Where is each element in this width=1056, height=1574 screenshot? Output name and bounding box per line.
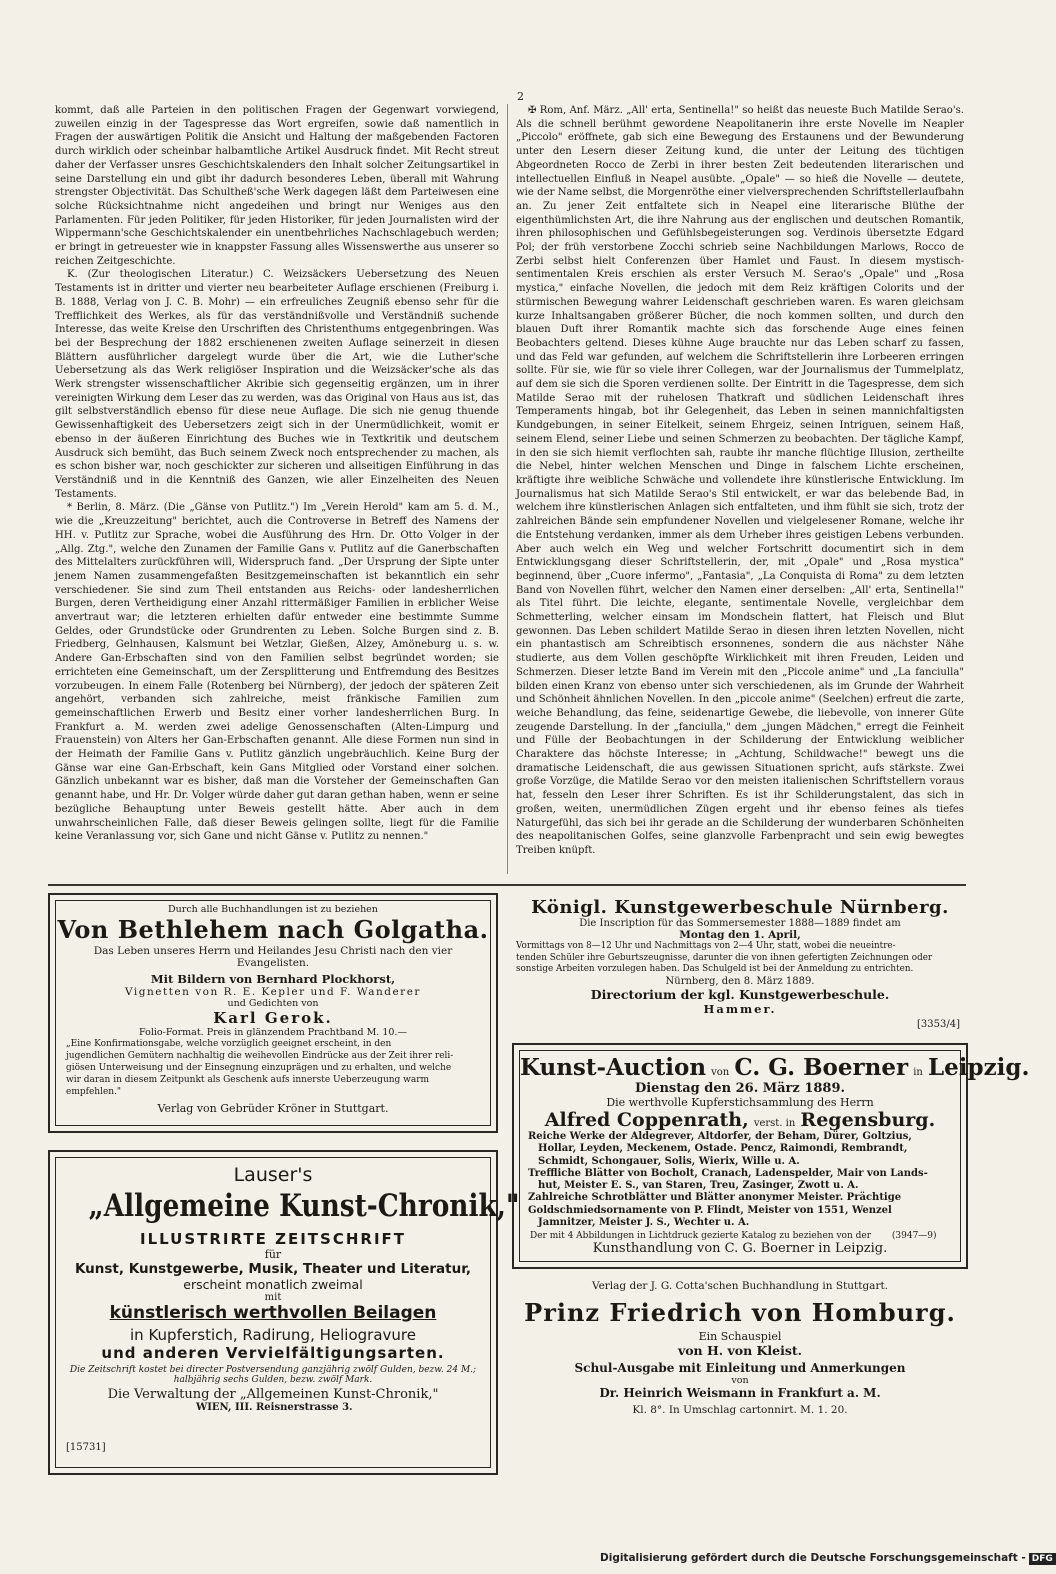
ad-title: „Allgemeine Kunst-Chronik," [88, 1188, 520, 1224]
ad-body [512, 941, 968, 976]
ad-von: von [731, 1375, 749, 1386]
ad-subtitle: ILLUSTRIRTE ZEITSCHRIFT [140, 1230, 406, 1248]
article-geschichtskalender: kommt, daß alle Parteien in den politischen Fragen der Gegenwart vorwiegend, zuweilen einzig in der Tagespresse das Wort ergreifen, sowie daß namentlich in Fragen der auswärtigen Politik die Ansicht und Haltung der maßgebenden Factoren durch wirklich oder scheinbar halbamtliche Artikel Ausdruck findet. Mit Recht streut daher der Verfasser unsres Geschichtskalenders den Inhalt solcher Zeitungsartikel in seine Darstellung ein und gibt ihr dadurch besonderes Leben, überall mit Wahrung strengster Objectivität. Das Schultheß'sche Werk dagegen läßt dem Parteiwesen eine solche Rücksichtnahme nicht angedeihen und bringt nur Weniges aus den Parlamenten. Für jeden Politiker, für jeden Historiker, für jeden Journalisten wird der Wippermann'sche Geschichtskalender ein unentbehrliches Nachschlagebuch werden; er bringt in getreuester wie in knappster Fassung alles Wissenswerthe aus unserer so reichen Zeitgeschichte. [55, 105, 499, 267]
ad-bethlehem-golgatha [48, 893, 498, 1133]
ad-reference: [15731] [66, 1442, 106, 1453]
ad-desc-line: jugendlichen Gemütern nachhaltig die weihevollen Eindrücke aus der Zeit ihrer reli- [66, 1051, 454, 1061]
ad-title-part: in [913, 1067, 923, 1078]
article-theologische-literatur: K. (Zur theologischen Literatur.) C. Weizsäckers Uebersetzung des Neuen Testaments ist in dritter und vierter neu bearbeiteter Auflage erschienen (Freiburg i. B. 1888, Verlag von J. C. B. Mohr) — ein erfreuliches Zeugniß ebenso sehr für die Trefflichkeit des Werkes, als für das verständnißvolle und Verständniß suchende Interesse, das weite Kreise den Urschriften des Christenthums entgegenbringen. Was bei der Besprechung der 1882 erschienenen zweiten Auflage seinerzeit in diesen Blättern ausführlicher dargelegt wurde über die Art, wie die Luther'sche Uebersetzung als das Werk religiöser Inspiration und die Weizsäcker'sche als das Werk strengster wissenschaftlicher Akribie sich gegenseitig ergänzen, um in ihrer vereinigten Wirkung dem Leser das zu werden, was das Original von Haus aus ist, das gilt selbstverständlich ebenso für diese neue Auflage. Die sich nie genug thuende Gewissenhaftigkeit des Uebersetzers zeigt sich in der Unermüdlichkeit, womit er ebenso in der äußeren Einrichtung des Buches wie in Textkritik und deutschem Ausdruck sich bemüht, das Buch seinem Zweck noch entsprechender zu machen, als es schon bisher war, noch geschickter zur sicheren und allseitigen Einführung in das Verständniß und in die Kenntniß des Ganzen, wie aller Einzelheiten des Neuen Testaments. [55, 269, 499, 500]
ad-works [520, 1131, 960, 1229]
ad-kunst-auction [512, 1043, 1030, 1269]
ad-editor: Dr. Heinrich Weismann in Frankfurt a. M. [599, 1386, 881, 1400]
ad-desc-line: empfehlen." [66, 1087, 122, 1097]
ad-vignettes: Vignetten von R. E. Kepler und F. Wanderer [125, 986, 421, 998]
ad-name: Lauser's [233, 1164, 313, 1186]
ad-techniques-1: in Kupferstich, Radirung, Heliogravure [130, 1326, 416, 1344]
ad-line: tenden Schüler ihre Geburtszeugnisse, darunter die von ihnen gefertigten Zeichnungen oder [516, 952, 933, 963]
ad-price-1: Die Zeitschrift kostet bei directer Postversendung ganzjährig zwölf Gulden, bezw. 24 M.; [69, 1365, 477, 1375]
footer-text: Digitalisierung gefördert durch die Deutsche Forschungsgemeinschaft - [600, 1552, 1026, 1564]
ad-line: Hollar, Leyden, Meckenem, Ostade. Pencz, Raimondi, Rembrandt, [538, 1143, 908, 1155]
page-number: 2 [517, 90, 524, 103]
ad-topics: Kunst, Kunstgewerbe, Musik, Theater und Literatur, [74, 1261, 472, 1277]
ad-edition: Schul-Ausgabe mit Einleitung und Anmerkungen [574, 1361, 906, 1375]
ad-verst: verst. in [753, 1118, 796, 1129]
ad-date: Dienstag den 26. März 1889. [634, 1081, 846, 1096]
ad-title-part: Kunst-Auction [520, 1054, 707, 1081]
ad-publisher: Verlag der J. G. Cotta'schen Buchhandlung in Stuttgart. [591, 1280, 889, 1292]
ad-reference: (3947—9) [891, 1231, 937, 1242]
ad-subtitle-line2: Evangelisten. [236, 957, 310, 969]
ad-fuer: für [264, 1248, 282, 1261]
ad-title: Prinz Friedrich von Homburg. [524, 1298, 956, 1327]
ad-techniques-2: und anderen Vervielfältigungsarten. [101, 1344, 445, 1362]
ad-name: Hammer. [703, 1001, 777, 1016]
ad-inner-border [55, 900, 491, 1126]
ad-price: Kl. 8°. In Umschlag cartonnirt. M. 1. 20. [632, 1404, 848, 1416]
ad-address: WIEN, III. Reisnerstrasse 3. [196, 1402, 353, 1413]
ad-description [56, 1038, 490, 1098]
article-gaense-von-putlitz: * Berlin, 8. März. (Die „Gänse von Putlitz.") Im „Verein Herold" kam am 5. d. M., wie die „Kreuzzeitung" berichtet, auch die Controverse in Betreff des Namens der HH. v. Putlitz zur Sprache, wobei die Ausführung des Hrn. Dr. Otto Volger in der „Allg. Ztg.", welche den Zunamen der Familie Gans v. Putlitz auf die Ganerbschaften des Mittelalters zurückführen will, Widerspruch fand. „Der Ursprung der Sipte unter jenem Namen zusammengefaßten Besitzgemeinschaften ist bekanntlich ein sehr verschiedener. Sie sind zum Theil entstanden aus Reichs- oder landesherrlichen Burgen, deren Vertheidigung einer Anzahl rittermäßiger Familien in erblicher Weise anvertraut war; die letzteren erhielten dafür entweder eine bestimmte Summe Geldes, oder Grundstücke oder Grundrenten zu Leben. Solche Burgen sind z. B. Friedberg, Gelnhausen, Kalsmunt bei Wetzlar, Gießen, Alzey, Amöneburg u. s. w. Andere Gan-Erbschaften sind von den Familien selbst begründet worden; sie errichteten eine Gemeinschaft, um der Zersplitterung und Entfremdung des Besitzes vorzubeugen. In einem Falle (Rotenberg bei Nürnberg), der jedoch der späteren Zeit angehört, verbanden sich zahlreiche, meist fränkische Familien zum gemeinschaftlichen Erwerb und Besitz einer vorher landesherrlichen Burg. In Frankfurt a. M. werden zwei adelige Genossenschaften (Alten-Limpurg und Frauenstein) von Alters her Gan-Erbschaften genannt. Alle diese Formen nun sind in der Heimath der Familie Gans v. Putlitz gänzlich ungebräuchlich. Keine Burg der Gänse war eine Gan-Erbschaft, kein Gans Mitglied oder Vorstand einer solchen. Gänzlich unbekannt war es bisher, daß man die Vorsteher der Gemeinschaften Gan genannt habe, und Hr. Dr. Volger würde daher gut daran gethan haben, wenn er seine bezügliche Behauptung unter Beweis gestellt hätte. Aber auch in dem unwahrscheinlichen Falle, daß dieser Beweis gelingen sollte, liegt für die Familie keine Veranlassung vor, sich Gane und nicht Gänse v. Putlitz zu nennen." [55, 502, 499, 843]
ad-catalog [520, 1231, 960, 1241]
ad-frequency: erscheint monatlich zweimal [183, 1277, 363, 1292]
ad-date: Montag den 1. April, [679, 929, 801, 941]
section-divider [48, 884, 966, 886]
ad-intro: Durch alle Buchhandlungen ist zu beziehen [168, 904, 378, 915]
ad-title [520, 1054, 1030, 1081]
left-column-text [55, 104, 499, 874]
ad-admin: Die Verwaltung der „Allgemeinen Kunst-Chronik," [107, 1387, 439, 1402]
ad-author: Karl Gerok. [213, 1009, 333, 1027]
ad-prinz-friedrich [512, 1276, 968, 1486]
ad-desc-line: giösen Unterweisung und der Einsegnung einzuprägen und zu erhalten, und welche [66, 1063, 452, 1073]
ad-line: Jamnitzer, Meister J. S., Wechter u. A. [538, 1217, 750, 1229]
ad-line: Zahlreiche Schrotblätter und Blätter anonymer Meister. Prächtige [528, 1192, 902, 1204]
ad-publisher: Verlag von Gebrüder Kröner in Stuttgart. [157, 1102, 389, 1115]
ad-desc-line: wir daran in diesem Zeitpunkt als Geschenk aufs innerste Ueberzeugung warm [66, 1075, 430, 1085]
ad-place-date: Nürnberg, den 8. März 1889. [665, 975, 815, 987]
ad-dealer: Kunsthandlung von C. G. Boerner in Leipzig. [592, 1241, 888, 1257]
ad-line: sonstige Arbeiten vorzulegen haben. Das Schulgeld ist bei der Anmeldung zu entrichten. [516, 964, 914, 974]
ad-mit: mit [264, 1292, 282, 1303]
ad-title-part: C. G. Boerner [734, 1054, 909, 1081]
ad-supplements: künstlerisch werthvollen Beilagen [109, 1303, 437, 1323]
ad-catalog-text: Der mit 4 Abbildungen in Lichtdruck gezierte Katalog zu beziehen von der [530, 1231, 872, 1242]
ad-line: Reiche Werke der Aldegrever, Altdorfer, der Beham, Dürer, Goltzius, [528, 1131, 912, 1142]
right-column-text [516, 104, 964, 874]
ad-city: Regensburg. [800, 1109, 936, 1131]
ad-signatory: Directorium der kgl. Kunstgewerbeschule. [590, 986, 890, 1002]
ad-inner-border [519, 1050, 1030, 1262]
ad-poems: und Gedichten von [227, 998, 319, 1009]
dfg-logo: DFG [1029, 1553, 1056, 1565]
ad-line: Vormittags von 8—12 Uhr und Nachmittags von 2—4 Uhr, statt, wobei die neueintre- [516, 941, 896, 951]
ad-kunst-chronik [48, 1150, 520, 1475]
ad-desc-line: „Eine Konfirmationsgabe, welche vorzüglich geeignet erscheint, in den [66, 1039, 392, 1049]
ad-inner-border [55, 1157, 520, 1468]
ad-line: Die Inscription für das Sommersemester 1888—1889 findet am [579, 918, 901, 929]
ad-kunstgewerbeschule [512, 893, 968, 1039]
ad-line: Treffliche Blätter von Bocholt, Cranach, Ladenspelder, Mair von Lands- [528, 1167, 928, 1179]
column-divider [507, 104, 508, 874]
ad-title-part: von [711, 1067, 730, 1078]
ad-title-part: Leipzig. [927, 1054, 1030, 1081]
ad-author: von H. von Kleist. [677, 1343, 803, 1358]
ad-line: hut, Meister E. S., van Staren, Treu, Zasinger, Zwott u. A. [538, 1180, 859, 1192]
ad-line: Schmidt, Schongauer, Solis, Wierix, Wille u. A. [538, 1155, 800, 1167]
ad-pictures: Mit Bildern von Bernhard Plockhorst, [150, 972, 396, 986]
ad-owner-line [520, 1109, 960, 1131]
ad-price-2: halbjährig sechs Gulden, bezw. zwölf Mark. [173, 1375, 373, 1385]
ad-owner: Alfred Coppenrath, [544, 1109, 749, 1131]
ad-title: Königl. Kunstgewerbeschule Nürnberg. [531, 897, 949, 918]
ad-format: Folio-Format. Preis in glänzendem Prachtband M. 10.— [139, 1027, 407, 1038]
digitization-credit [600, 1552, 1056, 1565]
ad-subtitle-line1: Das Leben unseres Herrn und Heilandes Jesu Christi nach den vier [93, 945, 453, 957]
ad-line: Goldschmiedsornamente von P. Flindt, Meister von 1551, Wenzel [528, 1204, 892, 1216]
ad-genre: Ein Schauspiel [698, 1330, 782, 1343]
ad-title: Von Bethlehem nach Golgatha. [57, 915, 489, 944]
article-rom-serao: ✠ Rom, Anf. März. „All' erta, Sentinella!" so heißt das neueste Buch Matilde Serao's. Als die schnell berühmt gewordene Neapolitanerin ihre erste Novelle im Neapler „Piccolo" eröffnete, gab sich eine Bewegung des Erstaunens und der Bewunderung unter den Lesern dieser Zeitung kund, die unter der Leitung des tüchtigen Abgeordneten Rocco de Zerbi in ihrer besten Zeit bedeutenden literarischen und intellectuellen Einfluß in Neapel ausübte. „Opale" — so hieß die Novelle — deutete, wie der Name selbst, die Morgenröthe einer vielversprechenden Schriftstellerlaufbahn an. Zu jener Zeit entfaltete sich in Neapel eine literarische Blüthe der eigenthümlichsten Art, die ihre Nahrung aus der englischen und deutschen Romantik, ihren philosophischen und Gefühlsbegeisterungen sog. Verdinois übersetzte Edgard Pol; der früh verstorbene Zocchi schrieb seine Nachbildungen Marlows, Rocco de Zerbi selbst hielt Conferenzen über Hamlet und Faust. In diesem mystisch-sentimentalen Kreis erschien als erster Versuch M. Serao's „Opale" und „Rosa mystica," einfache Novellen, die jedoch mit dem Reiz kräftigen Colorits und der stürmischen Bewegung wahrer Leidenschaft geschrieben waren. Es waren gleichsam kurze Inhaltsangaben größerer Bücher, die noch kommen sollten, und durch den blauen Duft ihrer Romantik machte sich das forschende Auge eines feinen Beobachters geltend. Dieses kühne Auge brauchte nur das Leben scharf zu fassen, und das Feld war gefunden, auf welchem die Schriftstellerin ihre Lorbeeren erringen sollte. Für sie, wie für so viele ihrer Collegen, war der Journalismus der Tummelplatz, auf dem sie sich die Sporen verdienen sollte. Der Eintritt in die Tagespresse, dem sich Matilde Serao mit der ruhelosen Thatkraft und südlichen Leidenschaft ihres Temperaments hingab, bot ihr Gelegenheit, das Leben in seinen mannichfaltigsten Kundgebungen, in seiner Eitelkeit, seinem Ehrgeiz, seinen Intriguen, seinem Haß, seinem Elend, seiner Liebe und seinen Schmerzen zu beobachten. Der tägliche Kampf, in den sie sich hiemit verflochten sah, raubte ihr manche flüchtige Illusion, zertheilte die Nebel, hinter welchen Menschen und Dinge in falschem Lichte erscheinen, kräftigte ihre weibliche Schwäche und vollendete ihre künstlerische Entwicklung. Im Journalismus hat sich Matilde Serao's Stil entwickelt, er war das belebende Bad, in welchem ihre künstlerischen Anlagen sich entfalteten, und ihm fühlt sie sich, trotz der zahlreichen Bände sein empfundener Novellen und vielgelesener Romane, welche ihr die Entstehung verdanken, immer als dem Urheber ihres geistigen Lebens verbunden. Aber auch welch ein Weg und welcher Fortschritt documentirt sich in dem Entwicklungsgang dieser Schriftstellerin, der, mit „Opale" und „Rosa mystica" beginnend, über „Cuore infermo", „Fantasia", „La Conquista di Roma" zu dem letzten Band von Novellen führt, welcher den Namen einer derselben: „All' erta, Sentinella!" als Titel führt. Die leichte, elegante, sentimentale Novelle, vergleichbar dem Schmetterling, welcher einsam im Mondschein flattert, hat Fleisch und Blut gewonnen. Das Leben schildert Matilde Serao in diesen ihren letzten Novellen, nicht ein phantastisch am Schreibtisch ersonnenes, sondern die aus nächster Nähe studierte, aus dem Vollen geschöpfte Wirklichkeit mit ihren Freuden, Leiden und Schmerzen. Dieser letzte Band im Verein mit den „Piccole anime" und „La fanciulla" bilden einen Kranz von ebenso unter sich verschiedenen, als im Grunde der Wahrheit und Schönheit ähnlichen Novellen. In den „piccole anime" (Seelchen) erfreut die zarte, weiche Behandlung, das feine, seidenartige Gewebe, die liebevolle, von innerer Güte zeugende Darstellung. In der „fanciulla," dem „jungen Mädchen," erregt die Feinheit und Fülle der Beobachtungen in der Schilderung der Entwicklung weiblicher Charaktere das höchste Interesse; in „Achtung, Schildwache!" bewegt uns die dramatische Leidenschaft, die aus gewissen Situationen spricht, aufs stärkste. Zwei große Vorzüge, die Matilde Serao vor den meisten italienischen Schriftstellern voraus hat, fesseln den Leser ihrer Schriften. Es ist ihr Schilderungstalent, das sich in großen, weiten, unermüdlichen Zügen ergeht und ihr ebenso feines als tiefes Naturgefühl, das sich bei ihr gerade an die Schilderung der wunderbaren Schönheiten des neapolitanischen Golfes, seine glanzvolle Farbenpracht und sein ewig bewegtes Treiben knüpft. [516, 105, 964, 856]
ad-collection: Die werthvolle Kupferstichsammlung des Herrn [606, 1096, 874, 1109]
ad-reference: [3353/4] [917, 1019, 960, 1030]
